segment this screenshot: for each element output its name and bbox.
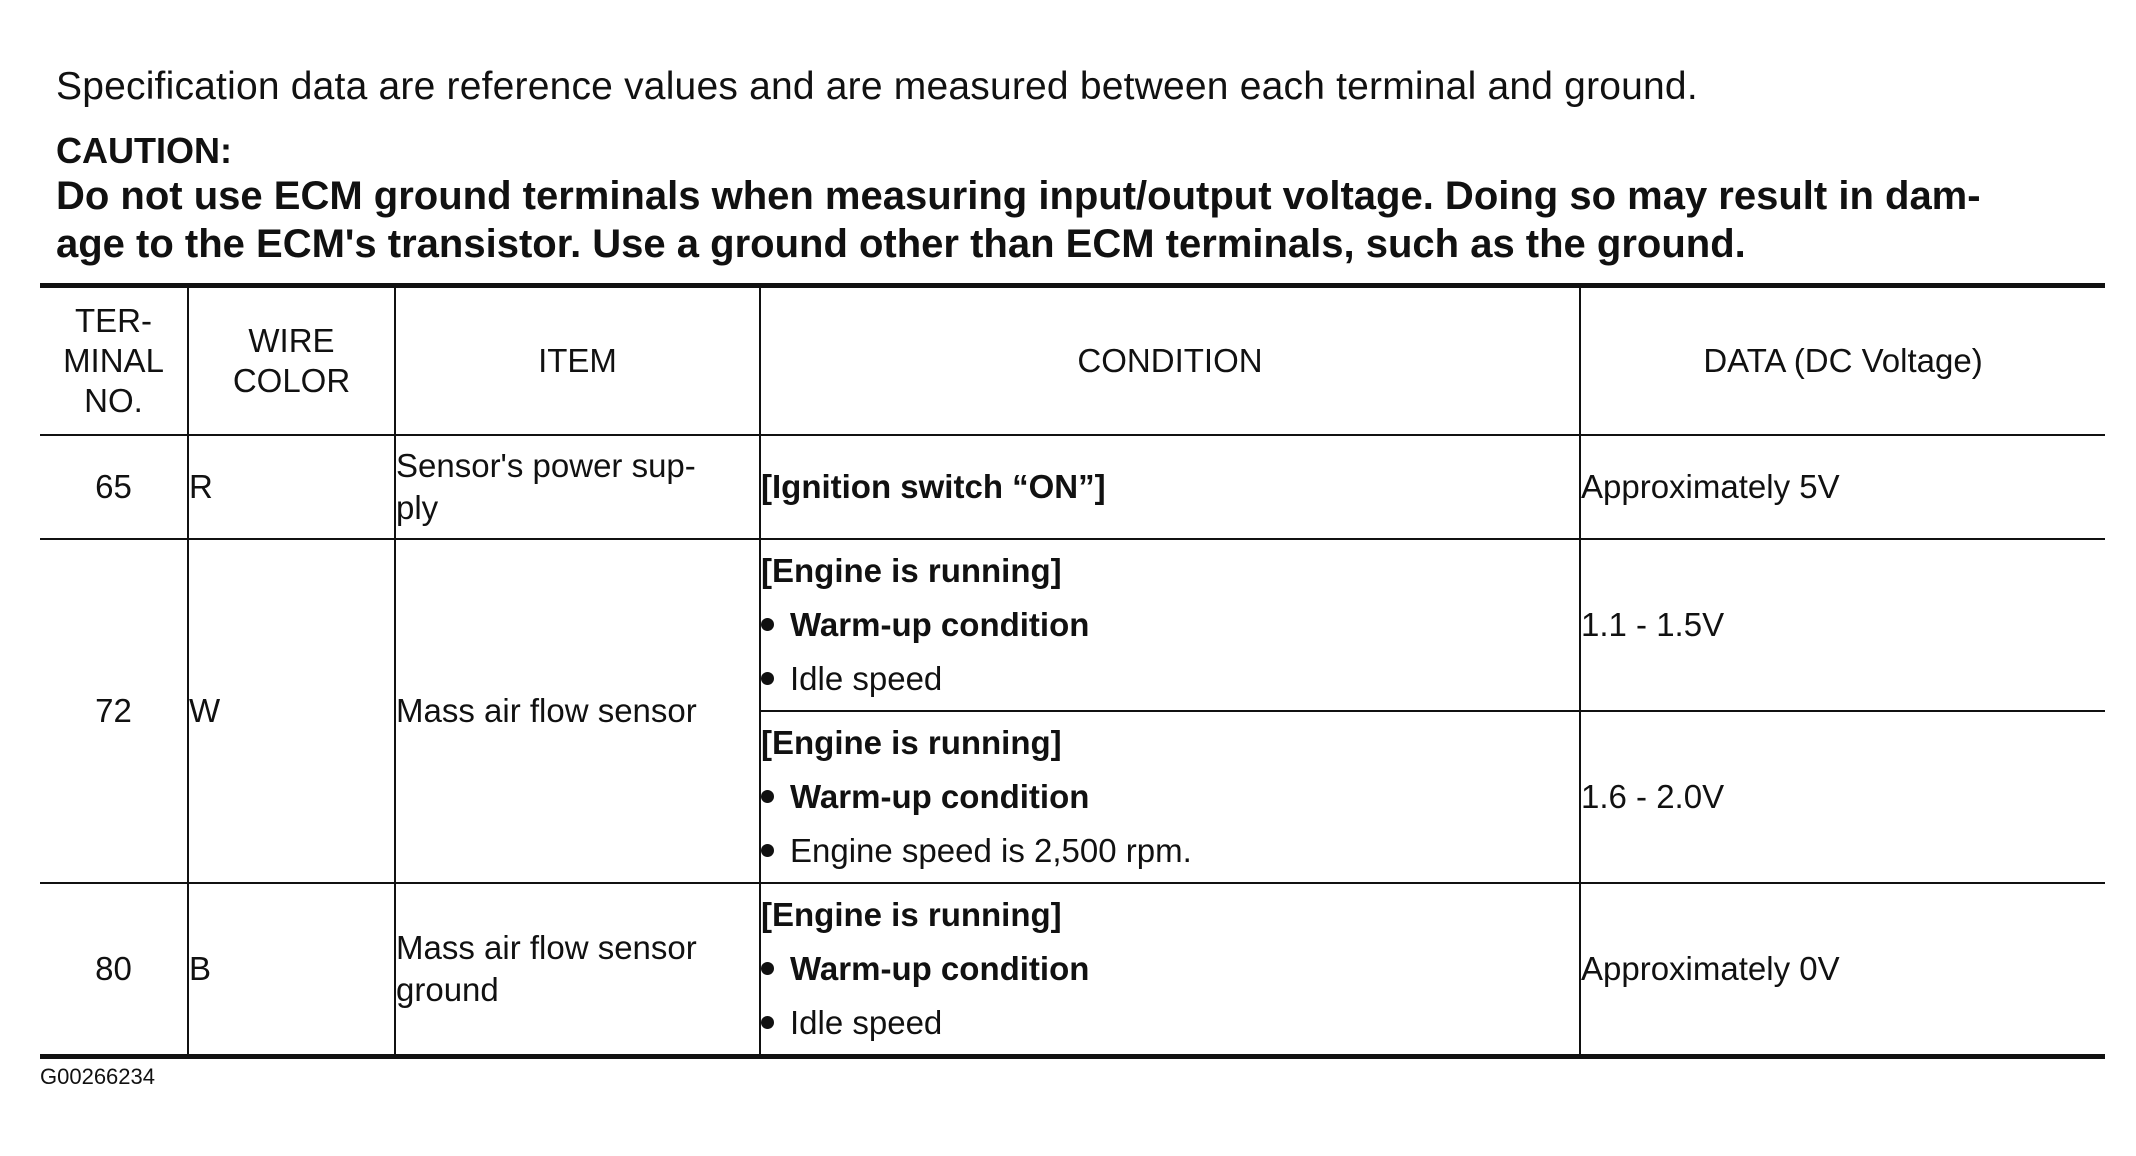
terminal-no-cell: 72 — [40, 539, 188, 883]
condition-bullet — [761, 598, 1579, 652]
data-voltage-cell: Approximately 5V — [1580, 435, 2105, 539]
bullet-icon — [761, 672, 774, 685]
condition-bullet — [761, 770, 1579, 824]
caution-title: CAUTION: — [56, 130, 232, 171]
data-voltage-cell: 1.1 - 1.5V — [1580, 539, 2105, 711]
header-item: ITEM — [395, 286, 760, 436]
wire-color-cell: W — [188, 539, 395, 883]
caution-line-2: age to the ECM's transistor. Use a ground other than ECM terminals, such as the ground. — [56, 222, 1746, 266]
intro-text: Specification data are reference values and are measured between each terminal and ground. — [56, 65, 1698, 108]
condition-bullet — [761, 824, 1579, 878]
caution-line-1: Do not use ECM ground terminals when measuring input/output voltage. Doing so may result in dam- — [56, 174, 1981, 218]
bullet-icon — [761, 1016, 774, 1029]
header-wire-color — [188, 286, 395, 436]
condition-bullet-text: Engine speed is 2,500 rpm. — [790, 832, 1192, 869]
condition-heading: [Engine is running] — [761, 552, 1062, 589]
bullet-icon — [761, 962, 774, 975]
wire-color-cell: B — [188, 883, 395, 1057]
item-cell: Mass air flow sensor — [395, 539, 760, 883]
condition-bullet — [761, 942, 1579, 996]
condition-heading: [Engine is running] — [761, 896, 1062, 933]
table-row — [40, 539, 2105, 711]
header-terminal-line: NO. — [84, 382, 143, 419]
header-data: DATA (DC Voltage) — [1580, 286, 2105, 436]
bullet-icon — [761, 844, 774, 857]
condition-bullet-text: Idle speed — [790, 660, 943, 697]
condition-bullet-text: Warm-up condition — [790, 950, 1090, 987]
bullet-icon — [761, 618, 774, 631]
item-cell: Mass air flow sensor ground — [395, 883, 760, 1057]
terminal-no-cell: 80 — [40, 883, 188, 1057]
figure-id: G00266234 — [40, 1064, 155, 1089]
header-terminal-no — [40, 286, 188, 436]
condition-bullet — [761, 996, 1579, 1050]
condition-bullet-text: Idle speed — [790, 1004, 943, 1041]
header-wire-line: WIRE — [248, 322, 335, 359]
terminal-no-cell: 65 — [40, 435, 188, 539]
table-body — [40, 435, 2105, 1057]
condition-bullet-text: Warm-up condition — [790, 606, 1090, 643]
condition-cell — [760, 883, 1580, 1057]
caution-text — [56, 172, 2106, 268]
condition-cell — [760, 435, 1580, 539]
data-voltage-cell: Approximately 0V — [1580, 883, 2105, 1057]
condition-heading: [Ignition switch “ON”] — [761, 468, 1106, 505]
condition-bullet-text: Warm-up condition — [790, 778, 1090, 815]
table-row — [40, 435, 2105, 539]
header-condition: CONDITION — [760, 286, 1580, 436]
header-terminal-line: MINAL — [63, 342, 164, 379]
condition-cell — [760, 539, 1580, 711]
condition-heading: [Engine is running] — [761, 724, 1062, 761]
bullet-icon — [761, 790, 774, 803]
header-row — [40, 286, 2105, 436]
item-cell: Sensor's power sup- ply — [395, 435, 760, 539]
header-wire-line: COLOR — [232, 362, 351, 399]
header-terminal-line: TER- — [75, 302, 152, 339]
data-voltage-cell: 1.6 - 2.0V — [1580, 711, 2105, 883]
condition-bullet — [761, 652, 1579, 706]
terminal-spec-table — [40, 283, 2105, 1059]
table-row — [40, 883, 2105, 1057]
condition-cell — [760, 711, 1580, 883]
wire-color-cell: R — [188, 435, 395, 539]
